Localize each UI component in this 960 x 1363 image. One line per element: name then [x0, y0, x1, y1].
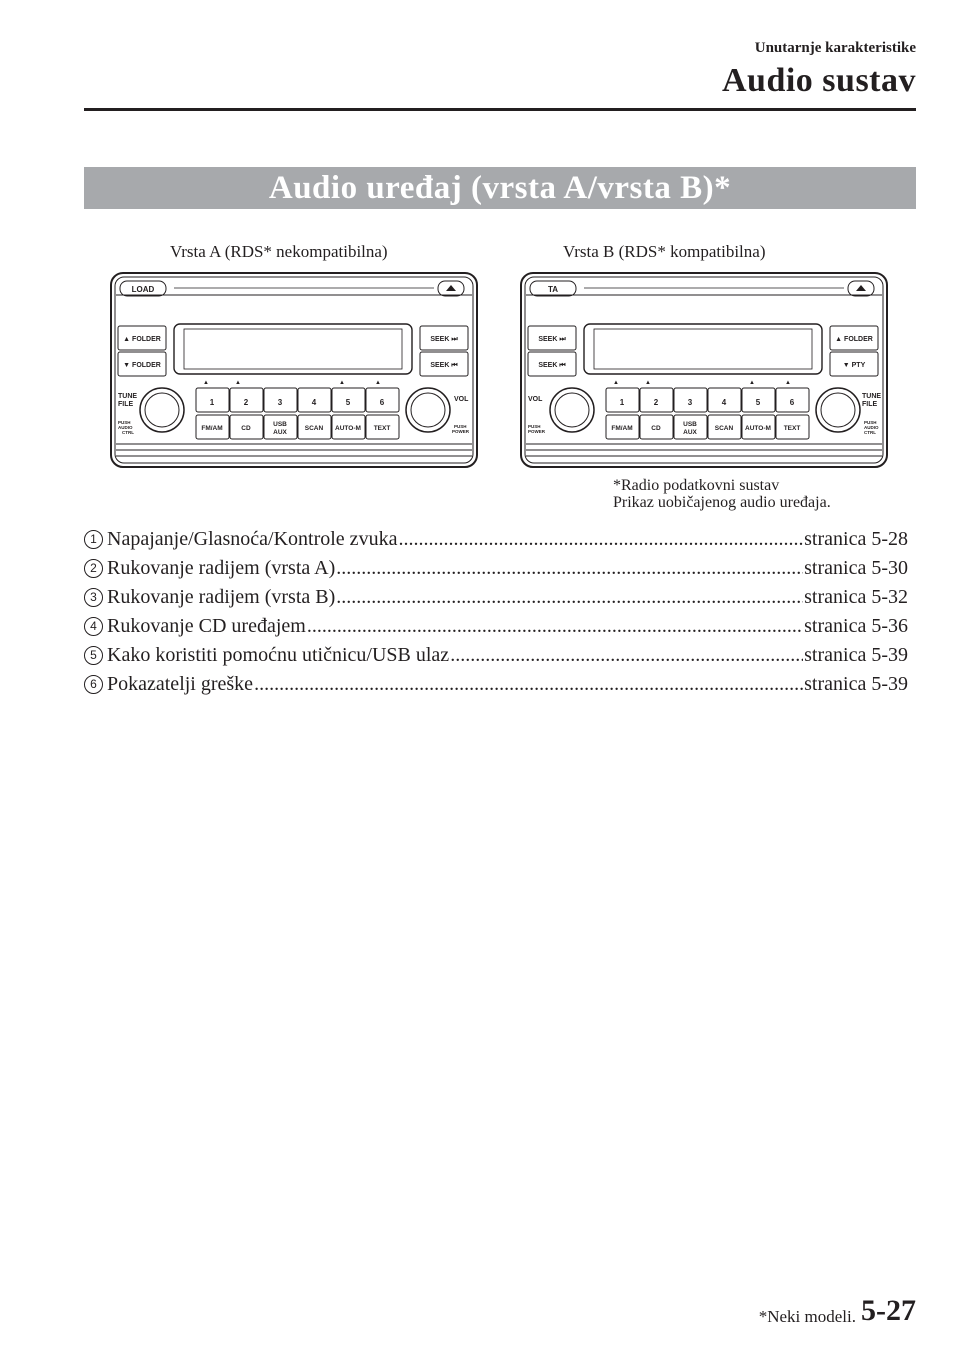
caption-type-b: Vrsta B (RDS* kompatibilna) — [563, 242, 766, 261]
svg-text:PUSH: PUSH — [454, 424, 467, 429]
leader-dots — [336, 586, 803, 609]
svg-text:FM/AM: FM/AM — [201, 425, 223, 432]
eject-icon — [446, 285, 456, 293]
toc-item[interactable] — [84, 673, 908, 702]
eject-icon — [856, 285, 866, 293]
svg-text:▲: ▲ — [375, 380, 381, 386]
toc-item-label: Rukovanje CD uređajem — [107, 615, 306, 637]
toc-item-page: stranica 5-36 — [804, 615, 908, 637]
svg-text:SEEK ⏮: SEEK ⏮ — [430, 362, 458, 369]
svg-text:SCAN: SCAN — [304, 425, 324, 432]
note-line-1: *Radio podatkovni sustav — [613, 477, 780, 494]
page-title: Audio sustav — [721, 62, 916, 99]
radio-b-tune-knob — [816, 388, 860, 432]
svg-text:▼ FOLDER: ▼ FOLDER — [123, 362, 161, 369]
svg-text:TUNE: TUNE — [118, 393, 138, 400]
svg-text:TEXT: TEXT — [373, 425, 391, 432]
svg-text:SEEK ⏮: SEEK ⏮ — [538, 362, 566, 369]
svg-text:2: 2 — [243, 398, 249, 407]
svg-text:POWER: POWER — [528, 429, 546, 434]
svg-text:5: 5 — [345, 398, 351, 407]
svg-text:2: 2 — [653, 398, 659, 407]
toc-item-page: stranica 5-32 — [804, 586, 908, 608]
svg-text:AUDIO: AUDIO — [864, 425, 879, 430]
toc-item-label: Napajanje/Glasnoća/Kontrole zvuka — [107, 528, 398, 550]
svg-text:▲: ▲ — [785, 380, 791, 386]
radio-a-volume-knob — [406, 388, 450, 432]
svg-text:6: 6 — [789, 398, 795, 407]
radio-b-volume-knob — [550, 388, 594, 432]
svg-text:AUX: AUX — [273, 429, 287, 436]
svg-text:1: 1 — [619, 398, 625, 407]
svg-text:4: 4 — [721, 398, 727, 407]
svg-text:CD: CD — [651, 425, 661, 432]
svg-text:3: 3 — [687, 398, 693, 407]
svg-text:PUSH: PUSH — [864, 420, 877, 425]
svg-text:FILE: FILE — [118, 401, 134, 408]
leader-dots — [398, 528, 803, 551]
section-label: Unutarnje karakteristike — [754, 40, 916, 56]
toc-item-page: stranica 5-39 — [804, 673, 908, 695]
svg-text:PUSH: PUSH — [528, 424, 541, 429]
leader-dots — [254, 673, 803, 696]
toc-item-label: Rukovanje radijem (vrsta A) — [107, 557, 336, 579]
leader-dots — [450, 644, 803, 667]
svg-text:TEXT: TEXT — [783, 425, 801, 432]
toc-item[interactable] — [84, 528, 908, 557]
radio-b-ta-label: TA — [547, 285, 559, 294]
note-line-2: Prikaz uobičajenog audio uređaja. — [613, 494, 831, 511]
svg-text:AUTO-M: AUTO-M — [745, 425, 771, 432]
svg-text:▲ FOLDER: ▲ FOLDER — [123, 336, 161, 343]
toc-item-label: Kako koristiti pomoćnu utičnicu/USB ulaz — [107, 644, 450, 666]
toc-item-page: stranica 5-30 — [804, 557, 908, 579]
svg-text:6: 6 — [379, 398, 385, 407]
toc-item[interactable] — [84, 557, 908, 586]
toc-item-page: stranica 5-28 — [804, 528, 908, 550]
svg-text:AUDIO: AUDIO — [118, 425, 133, 430]
svg-text:CTRL: CTRL — [864, 430, 876, 435]
toc-item-label: Pokazatelji greške — [107, 673, 254, 695]
svg-text:SEEK ⏭: SEEK ⏭ — [430, 336, 458, 343]
svg-text:TUNE: TUNE — [862, 393, 882, 400]
toc-item[interactable] — [84, 615, 908, 644]
svg-text:POWER: POWER — [452, 429, 470, 434]
svg-text:AUX: AUX — [683, 429, 697, 436]
svg-text:▲: ▲ — [235, 380, 241, 386]
toc-item-label: Rukovanje radijem (vrsta B) — [107, 586, 336, 608]
svg-text:▲: ▲ — [203, 380, 209, 386]
radio-a-tune-knob — [140, 388, 184, 432]
section-banner: Audio uređaj (vrsta A/vrsta B)* — [84, 167, 916, 209]
svg-text:▲: ▲ — [613, 380, 619, 386]
svg-text:USB: USB — [273, 421, 287, 428]
svg-text:▲ FOLDER: ▲ FOLDER — [835, 336, 873, 343]
svg-text:5: 5 — [755, 398, 761, 407]
svg-text:FILE: FILE — [862, 401, 878, 408]
page-number: 5-27 — [861, 1294, 916, 1327]
item-number: 2 — [84, 559, 103, 578]
header-divider — [84, 108, 916, 111]
toc-item[interactable] — [84, 644, 908, 673]
svg-text:CTRL: CTRL — [122, 430, 134, 435]
caption-type-a: Vrsta A (RDS* nekompatibilna) — [170, 242, 388, 261]
svg-text:USB: USB — [683, 421, 697, 428]
svg-text:▲: ▲ — [339, 380, 345, 386]
item-number: 3 — [84, 588, 103, 607]
item-number: 5 — [84, 646, 103, 665]
radio-type-a-illustration — [110, 272, 478, 468]
svg-text:SCAN: SCAN — [714, 425, 734, 432]
svg-text:▲: ▲ — [645, 380, 651, 386]
figure-note — [613, 477, 831, 511]
svg-text:4: 4 — [311, 398, 317, 407]
svg-text:VOL: VOL — [454, 396, 469, 403]
radio-a-load-label: LOAD — [131, 285, 155, 294]
svg-text:PUSH: PUSH — [118, 420, 131, 425]
item-number: 1 — [84, 530, 103, 549]
svg-text:3: 3 — [277, 398, 283, 407]
svg-text:▼ PTY: ▼ PTY — [842, 362, 866, 369]
radio-type-b-illustration — [520, 272, 888, 468]
leader-dots — [307, 615, 803, 638]
svg-text:▲: ▲ — [749, 380, 755, 386]
svg-text:CD: CD — [241, 425, 251, 432]
svg-text:SEEK ⏭: SEEK ⏭ — [538, 336, 566, 343]
toc-item-page: stranica 5-39 — [804, 644, 908, 666]
toc-item[interactable] — [84, 586, 908, 615]
svg-text:FM/AM: FM/AM — [611, 425, 633, 432]
footnote: *Neki modeli. — [758, 1307, 856, 1326]
leader-dots — [336, 557, 803, 580]
svg-text:1: 1 — [209, 398, 215, 407]
item-number: 6 — [84, 675, 103, 694]
svg-text:VOL: VOL — [528, 396, 543, 403]
item-number: 4 — [84, 617, 103, 636]
svg-text:AUTO-M: AUTO-M — [335, 425, 361, 432]
table-of-contents — [84, 528, 908, 702]
